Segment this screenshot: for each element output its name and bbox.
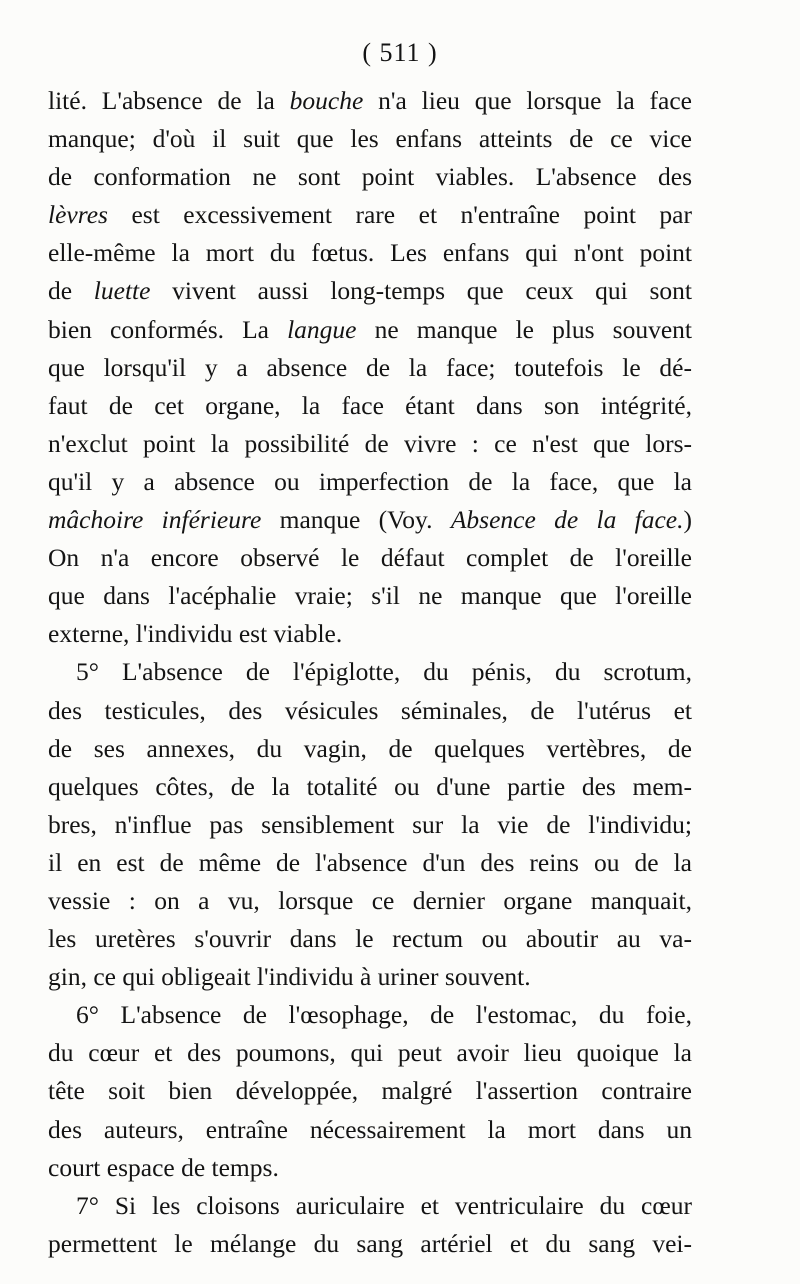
text-span: On n'a encore observé le défaut complet de l'oreille <box>48 543 692 573</box>
italic-text: luette <box>93 276 151 306</box>
text-span: 6° L'absence de l'œsophage, de l'estomac, du foie, <box>76 1000 692 1030</box>
text-span: des auteurs, entraîne nécessairement la mort dans un <box>48 1114 692 1144</box>
italic-text: bouche <box>289 86 364 115</box>
text-span: quelques côtes, de la totalité ou d'une partie des mem- <box>48 771 692 801</box>
italic-text: lèvres <box>48 200 108 230</box>
text-line <box>48 1034 692 1072</box>
text-span: externe, l'individu est viable. <box>48 619 343 649</box>
text-span: les uretères s'ouvrir dans le rectum ou aboutir au va- <box>48 924 692 954</box>
text-line <box>48 463 692 501</box>
italic-text: Absence de la face. <box>450 505 684 535</box>
text-line <box>48 539 692 577</box>
text-line <box>48 501 692 539</box>
body-text <box>48 82 692 1263</box>
text-line <box>48 272 692 310</box>
text-line <box>48 158 692 196</box>
text-span: manque (Voy. <box>261 505 451 535</box>
text-line <box>48 234 692 272</box>
text-span: qu'il y a absence ou imperfection de la face, que la <box>48 466 692 496</box>
text-line <box>48 1111 692 1149</box>
text-line <box>48 311 692 349</box>
text-line <box>48 120 692 158</box>
text-line <box>48 768 692 806</box>
text-span: vivent aussi long-temps que ceux qui sont <box>150 276 692 306</box>
italic-text: langue <box>287 314 357 344</box>
text-span: faut de cet organe, la face étant dans son intégrité, <box>48 390 692 420</box>
text-line <box>48 844 692 882</box>
text-span: de <box>48 276 94 306</box>
text-span: lité. L'absence de la <box>48 86 290 115</box>
text-line <box>48 1149 692 1187</box>
text-span: 7° Si les cloisons auriculaire et ventriculaire du cœur <box>76 1190 692 1220</box>
text-span: manque; d'où il suit que les enfans atteints de ce vice <box>48 124 692 154</box>
text-line <box>48 349 692 387</box>
text-span: elle-même la mort du fœtus. Les enfans qui n'ont point <box>48 238 692 268</box>
text-span: n'exclut point la possibilité de vivre : ce n'est que lors- <box>48 428 692 458</box>
text-span: gin, ce qui obligeait l'individu à uriner souvent. <box>48 962 531 992</box>
text-span: bres, n'influe pas sensiblement sur la vie de l'individu; <box>48 809 692 839</box>
text-line <box>48 996 692 1034</box>
text-line <box>48 425 692 463</box>
text-span: bien conformés. La <box>48 314 288 344</box>
text-span: de ses annexes, du vagin, de quelques vertèbres, de <box>48 733 692 763</box>
text-span: de conformation ne sont point viables. L'absence des <box>48 162 692 192</box>
text-line <box>48 692 692 730</box>
text-line <box>48 920 692 958</box>
text-line <box>48 958 692 996</box>
text-line <box>48 615 692 653</box>
text-span: ne manque le plus souvent <box>356 314 692 344</box>
text-line <box>48 387 692 425</box>
text-span: il en est de même de l'absence d'un des reins ou de la <box>48 847 692 877</box>
text-line <box>48 1072 692 1110</box>
text-span: que dans l'acéphalie vraie; s'il ne manque que l'oreille <box>48 581 692 611</box>
text-line <box>48 730 692 768</box>
text-span: ) <box>683 505 692 535</box>
text-span: vessie : on a vu, lorsque ce dernier organe manquait, <box>48 885 692 915</box>
text-line <box>48 882 692 920</box>
text-span: tête soit bien développée, malgré l'assertion contraire <box>48 1076 692 1106</box>
text-span: est excessivement rare et n'entraîne point par <box>107 200 692 230</box>
text-line <box>48 577 692 615</box>
page-number: ( 511 ) <box>362 38 438 67</box>
text-span: n'a lieu que lorsque la face <box>363 86 692 115</box>
text-span: que lorsqu'il y a absence de la face; toutefois le dé- <box>48 352 692 382</box>
text-line <box>48 806 692 844</box>
italic-text: mâchoire inférieure <box>48 505 262 535</box>
text-span: du cœur et des poumons, qui peut avoir lieu quoique la <box>48 1038 692 1068</box>
text-span: permettent le mélange du sang artériel et du sang vei- <box>48 1228 692 1258</box>
text-line <box>48 653 692 691</box>
text-span: court espace de temps. <box>48 1152 279 1182</box>
text-line <box>48 1187 692 1225</box>
text-line <box>48 1225 692 1263</box>
text-line <box>48 82 692 120</box>
text-line <box>48 196 692 234</box>
text-span: des testicules, des vésicules séminales, de l'utérus et <box>48 695 692 725</box>
text-span: 5° L'absence de l'épiglotte, du pénis, du scrotum, <box>76 657 692 687</box>
